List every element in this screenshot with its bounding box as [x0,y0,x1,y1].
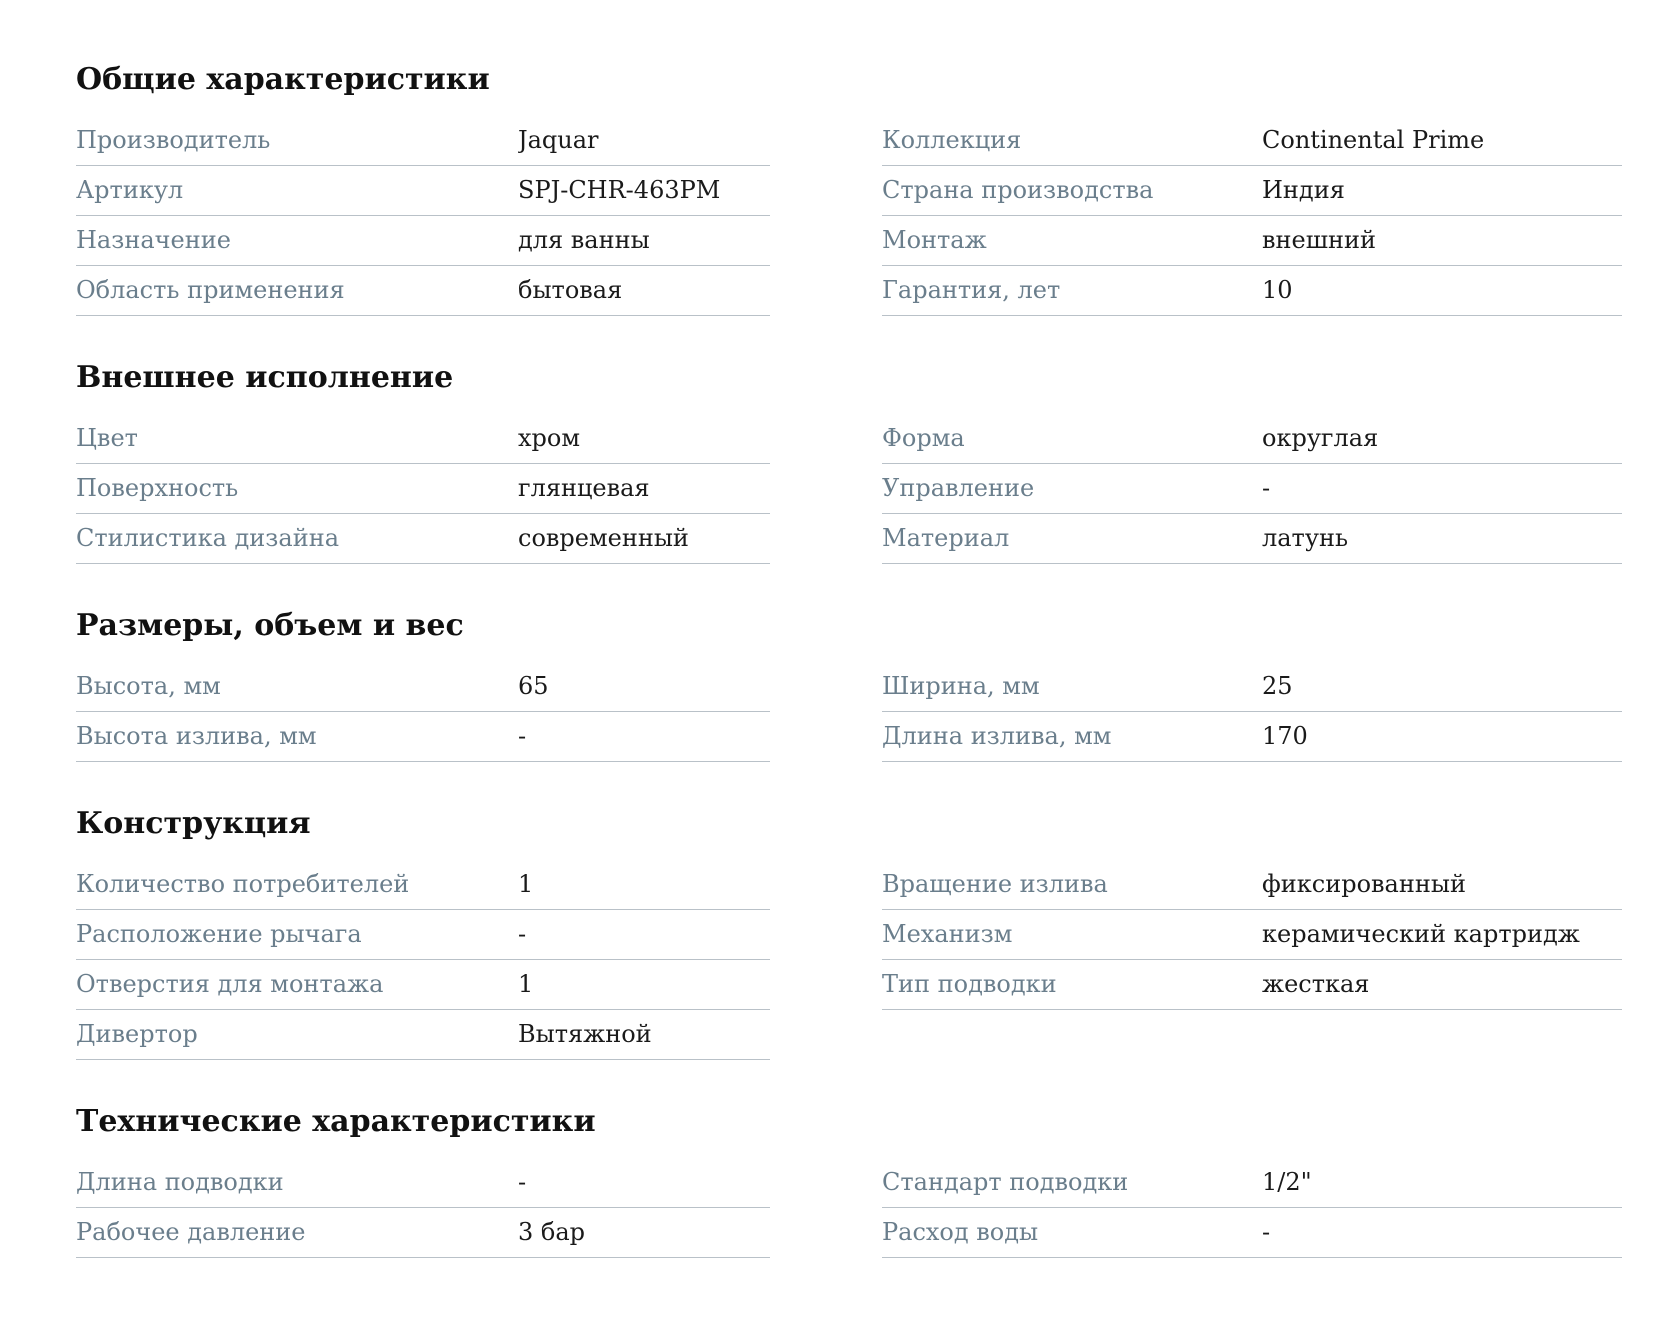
spec-label: Расход воды [882,1218,1039,1246]
spec-value: для ванны [518,226,650,254]
spec-value: внешний [1262,226,1377,254]
spec-column-right [882,860,1622,1060]
spec-label: Производитель [76,126,271,154]
spec-row [882,712,1622,762]
spec-row [76,712,770,762]
spec-value: - [518,1168,527,1196]
spec-row [76,960,770,1010]
spec-value: жесткая [1262,970,1370,998]
spec-row [882,1208,1622,1258]
spec-label: Страна производства [882,176,1154,204]
spec-label: Монтаж [882,226,987,254]
spec-columns [76,414,1622,564]
spec-row [76,216,770,266]
spec-row [76,860,770,910]
spec-section [76,1100,1622,1258]
spec-row [76,1158,770,1208]
spec-row [76,910,770,960]
spec-value: хром [518,424,581,452]
spec-row [76,1208,770,1258]
spec-value: 1/2" [1262,1168,1312,1196]
spec-row [76,116,770,166]
spec-label: Коллекция [882,126,1022,154]
spec-label: Длина подводки [76,1168,284,1196]
spec-row [882,514,1622,564]
spec-value: фиксированный [1262,870,1466,898]
spec-label: Механизм [882,920,1013,948]
spec-value: - [1262,474,1271,502]
spec-section [76,58,1622,316]
spec-value: - [1262,1218,1271,1246]
spec-row [76,414,770,464]
spec-value: современный [518,524,689,552]
spec-value: 1 [518,970,534,998]
spec-label: Количество потребителей [76,870,410,898]
spec-label: Цвет [76,424,138,452]
spec-value: 25 [1262,672,1293,700]
spec-row [76,1010,770,1060]
section-title: Конструкция [76,806,311,841]
spec-column-left [76,116,770,316]
spec-row [882,910,1622,960]
spec-label: Стандарт подводки [882,1168,1129,1196]
spec-row [882,166,1622,216]
spec-row [882,1158,1622,1208]
spec-label: Поверхность [76,474,239,502]
spec-label: Область применения [76,276,345,304]
spec-section [76,604,1622,762]
spec-value: Jaquar [518,126,599,154]
spec-label: Высота излива, мм [76,722,317,750]
spec-section [76,802,1622,1060]
spec-row [882,216,1622,266]
spec-column-right [882,1158,1622,1258]
spec-value: 170 [1262,722,1308,750]
spec-value: 10 [1262,276,1293,304]
spec-value: 3 бар [518,1218,586,1246]
spec-column-left [76,414,770,564]
spec-row [76,514,770,564]
spec-value: Вытяжной [518,1020,652,1048]
specifications-table [76,58,1622,1298]
spec-label: Ширина, мм [882,672,1040,700]
spec-label: Рабочее давление [76,1218,306,1246]
spec-row [882,266,1622,316]
spec-value: SPJ-CHR-463PM [518,176,721,204]
spec-row [76,464,770,514]
spec-label: Расположение рычага [76,920,362,948]
spec-row [76,662,770,712]
spec-value: керамический картридж [1262,920,1580,948]
spec-label: Стилистика дизайна [76,524,340,552]
section-title: Внешнее исполнение [76,360,454,395]
spec-label: Отверстия для монтажа [76,970,384,998]
spec-row [882,662,1622,712]
spec-label: Назначение [76,226,231,254]
spec-value: 65 [518,672,549,700]
spec-label: Высота, мм [76,672,221,700]
spec-label: Управление [882,474,1035,502]
spec-value: глянцевая [518,474,650,502]
spec-column-left [76,860,770,1060]
spec-label: Длина излива, мм [882,722,1112,750]
spec-row [76,266,770,316]
spec-row [76,166,770,216]
spec-value: округлая [1262,424,1379,452]
spec-value: латунь [1262,524,1349,552]
spec-label: Гарантия, лет [882,276,1061,304]
spec-label: Форма [882,424,965,452]
spec-section [76,356,1622,564]
spec-column-right [882,662,1622,762]
spec-row [882,464,1622,514]
spec-value: - [518,920,527,948]
spec-value: Continental Prime [1262,126,1485,154]
spec-columns [76,1158,1622,1258]
spec-columns [76,860,1622,1060]
section-title: Технические характеристики [76,1104,596,1139]
section-title: Размеры, объем и вес [76,608,464,643]
spec-columns [76,116,1622,316]
spec-value: - [518,722,527,750]
spec-label: Артикул [76,176,184,204]
spec-columns [76,662,1622,762]
spec-label: Тип подводки [882,970,1057,998]
spec-row [882,960,1622,1010]
spec-column-left [76,1158,770,1258]
section-title: Общие характеристики [76,62,490,97]
spec-label: Материал [882,524,1010,552]
spec-label: Вращение излива [882,870,1108,898]
spec-row [882,860,1622,910]
spec-value: Индия [1262,176,1345,204]
spec-row [882,116,1622,166]
spec-column-right [882,116,1622,316]
spec-value: 1 [518,870,534,898]
spec-column-left [76,662,770,762]
spec-label: Дивертор [76,1020,198,1048]
spec-column-right [882,414,1622,564]
spec-value: бытовая [518,276,623,304]
spec-row [882,414,1622,464]
